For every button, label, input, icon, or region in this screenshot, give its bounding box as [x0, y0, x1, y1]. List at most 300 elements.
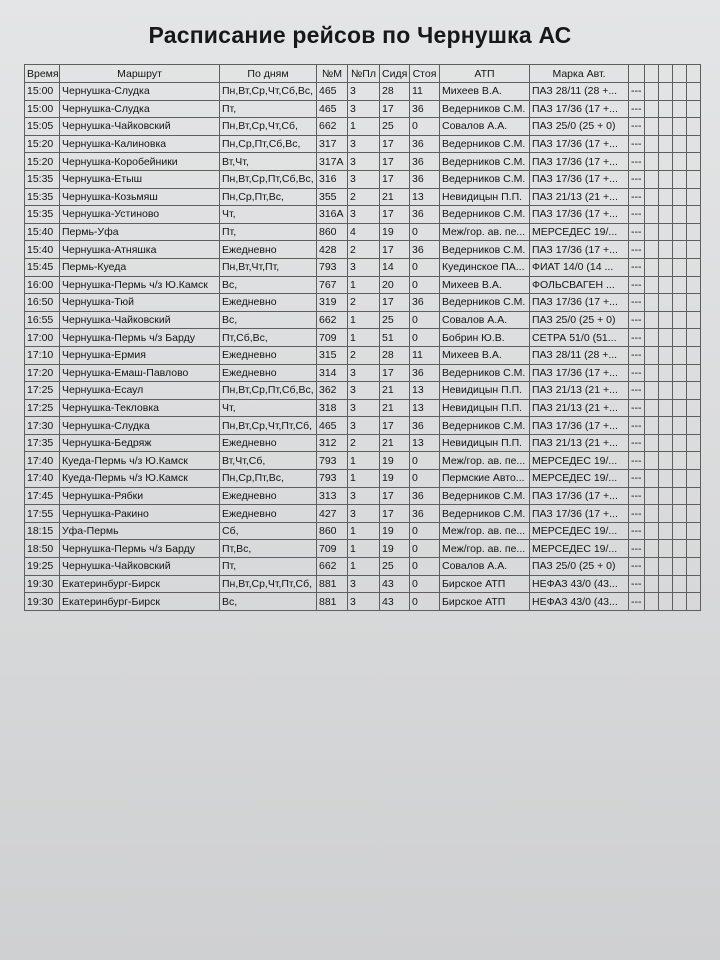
cell-carrier: Невидицын П.П. [440, 382, 530, 400]
cell-empty [645, 258, 659, 276]
cell-empty [645, 593, 659, 611]
cell-time: 15:35 [25, 206, 60, 224]
cell-carrier: Совалов А.А. [440, 558, 530, 576]
cell-carrier: Михеев В.А. [440, 83, 530, 101]
cell-carrier: Михеев В.А. [440, 276, 530, 294]
cell-time: 15:00 [25, 100, 60, 118]
cell-bus-model: ПАЗ 21/13 (21 +... [530, 382, 629, 400]
cell-mark: --- [629, 522, 645, 540]
cell-route: Чернушка-Етыш [60, 170, 220, 188]
cell-standing: 36 [410, 487, 440, 505]
cell-mark: --- [629, 135, 645, 153]
cell-mark: --- [629, 276, 645, 294]
cell-time: 17:25 [25, 382, 60, 400]
cell-standing: 11 [410, 83, 440, 101]
cell-route-number: 317А [317, 153, 348, 171]
cell-time: 15:40 [25, 223, 60, 241]
cell-days: Пт,Сб,Вс, [220, 329, 317, 347]
cell-days: Ежедневно [220, 505, 317, 523]
cell-bus-model: ПАЗ 21/13 (21 +... [530, 434, 629, 452]
cell-carrier: Меж/гор. ав. пе... [440, 540, 530, 558]
cell-standing: 0 [410, 575, 440, 593]
cell-platform: 2 [348, 294, 380, 312]
cell-empty [659, 417, 673, 435]
cell-empty [659, 100, 673, 118]
cell-empty [659, 258, 673, 276]
cell-standing: 36 [410, 364, 440, 382]
cell-seated: 21 [380, 434, 410, 452]
cell-bus-model: МЕРСЕДЕС 19/... [530, 470, 629, 488]
table-header [25, 65, 701, 83]
cell-mark: --- [629, 206, 645, 224]
cell-time: 16:55 [25, 311, 60, 329]
cell-bus-model: МЕРСЕДЕС 19/... [530, 540, 629, 558]
cell-empty [687, 575, 701, 593]
cell-empty [659, 364, 673, 382]
cell-seated: 21 [380, 399, 410, 417]
cell-empty [645, 118, 659, 136]
cell-route: Чернушка-Атняшка [60, 241, 220, 259]
cell-empty [687, 135, 701, 153]
cell-carrier: Ведерников С.М. [440, 241, 530, 259]
cell-mark: --- [629, 540, 645, 558]
table-row [25, 276, 701, 294]
cell-mark: --- [629, 311, 645, 329]
cell-empty [673, 118, 687, 136]
table-row [25, 329, 701, 347]
table-row [25, 575, 701, 593]
cell-empty [673, 135, 687, 153]
cell-days: Пн,Вт,Ср,Чт,Сб, [220, 118, 317, 136]
cell-bus-model: ПАЗ 17/36 (17 +... [530, 417, 629, 435]
table-row [25, 153, 701, 171]
cell-empty [645, 487, 659, 505]
cell-standing: 36 [410, 100, 440, 118]
cell-route-number: 881 [317, 593, 348, 611]
cell-empty [687, 294, 701, 312]
cell-empty [645, 540, 659, 558]
cell-seated: 17 [380, 417, 410, 435]
cell-route-number: 709 [317, 329, 348, 347]
header-seated: Сидя [380, 65, 410, 83]
cell-time: 17:10 [25, 346, 60, 364]
cell-days: Пн,Вт,Ср,Чт,Сб,Вс, [220, 83, 317, 101]
header-empty [629, 65, 645, 83]
cell-standing: 0 [410, 311, 440, 329]
cell-empty [687, 241, 701, 259]
cell-standing: 13 [410, 382, 440, 400]
header-empty [673, 65, 687, 83]
cell-bus-model: ПАЗ 25/0 (25 + 0) [530, 558, 629, 576]
table-row [25, 470, 701, 488]
cell-platform: 4 [348, 223, 380, 241]
cell-days: Ежедневно [220, 294, 317, 312]
cell-days: Вт,Чт,Сб, [220, 452, 317, 470]
cell-mark: --- [629, 223, 645, 241]
cell-empty [687, 153, 701, 171]
cell-bus-model: ФОЛЬСВАГЕН ... [530, 276, 629, 294]
cell-seated: 28 [380, 346, 410, 364]
cell-empty [659, 487, 673, 505]
cell-bus-model: НЕФАЗ 43/0 (43... [530, 575, 629, 593]
cell-empty [673, 558, 687, 576]
cell-empty [645, 575, 659, 593]
cell-empty [673, 329, 687, 347]
cell-platform: 3 [348, 593, 380, 611]
cell-platform: 1 [348, 311, 380, 329]
cell-route: Уфа-Пермь [60, 522, 220, 540]
cell-empty [659, 83, 673, 101]
cell-route-number: 316 [317, 170, 348, 188]
table-row [25, 399, 701, 417]
cell-empty [645, 223, 659, 241]
cell-carrier: Бирское АТП [440, 575, 530, 593]
cell-carrier: Ведерников С.М. [440, 294, 530, 312]
cell-empty [687, 452, 701, 470]
cell-empty [673, 575, 687, 593]
cell-empty [645, 417, 659, 435]
cell-time: 19:30 [25, 575, 60, 593]
cell-seated: 17 [380, 241, 410, 259]
cell-seated: 43 [380, 575, 410, 593]
cell-days: Чт, [220, 399, 317, 417]
cell-platform: 2 [348, 241, 380, 259]
cell-empty [645, 188, 659, 206]
cell-route: Чернушка-Пермь ч/з Барду [60, 329, 220, 347]
cell-time: 15:05 [25, 118, 60, 136]
cell-empty [645, 558, 659, 576]
cell-days: Пн,Вт,Ср,Чт,Пт,Сб, [220, 575, 317, 593]
cell-route: Чернушка-Слудка [60, 100, 220, 118]
cell-seated: 17 [380, 505, 410, 523]
cell-empty [673, 487, 687, 505]
cell-empty [687, 382, 701, 400]
cell-empty [673, 399, 687, 417]
cell-route-number: 317 [317, 135, 348, 153]
cell-empty [687, 434, 701, 452]
cell-route: Куеда-Пермь ч/з Ю.Камск [60, 470, 220, 488]
cell-empty [645, 135, 659, 153]
cell-time: 18:50 [25, 540, 60, 558]
cell-route: Пермь-Куеда [60, 258, 220, 276]
cell-empty [687, 417, 701, 435]
cell-empty [645, 170, 659, 188]
cell-platform: 2 [348, 434, 380, 452]
cell-route-number: 428 [317, 241, 348, 259]
cell-empty [659, 399, 673, 417]
cell-time: 16:50 [25, 294, 60, 312]
cell-route-number: 793 [317, 470, 348, 488]
cell-route: Чернушка-Ракино [60, 505, 220, 523]
cell-empty [645, 329, 659, 347]
cell-seated: 14 [380, 258, 410, 276]
cell-time: 16:00 [25, 276, 60, 294]
cell-bus-model: ПАЗ 17/36 (17 +... [530, 487, 629, 505]
cell-empty [645, 153, 659, 171]
cell-empty [687, 329, 701, 347]
cell-empty [673, 223, 687, 241]
cell-empty [687, 206, 701, 224]
cell-standing: 13 [410, 399, 440, 417]
cell-bus-model: ПАЗ 21/13 (21 +... [530, 399, 629, 417]
cell-seated: 25 [380, 118, 410, 136]
cell-bus-model: ПАЗ 25/0 (25 + 0) [530, 311, 629, 329]
cell-standing: 36 [410, 170, 440, 188]
cell-empty [687, 487, 701, 505]
cell-bus-model: ПАЗ 28/11 (28 +... [530, 346, 629, 364]
cell-mark: --- [629, 487, 645, 505]
table-row [25, 522, 701, 540]
cell-mark: --- [629, 346, 645, 364]
cell-days: Вс, [220, 276, 317, 294]
cell-time: 17:00 [25, 329, 60, 347]
cell-route-number: 662 [317, 558, 348, 576]
cell-empty [673, 188, 687, 206]
cell-empty [659, 470, 673, 488]
cell-carrier: Ведерников С.М. [440, 364, 530, 382]
cell-days: Ежедневно [220, 364, 317, 382]
cell-platform: 1 [348, 470, 380, 488]
cell-bus-model: СЕТРА 51/0 (51... [530, 329, 629, 347]
cell-empty [659, 153, 673, 171]
cell-route-number: 427 [317, 505, 348, 523]
cell-carrier: Ведерников С.М. [440, 135, 530, 153]
cell-route: Чернушка-Есаул [60, 382, 220, 400]
table-row [25, 540, 701, 558]
cell-days: Пт,Вс, [220, 540, 317, 558]
cell-carrier: Ведерников С.М. [440, 170, 530, 188]
cell-empty [687, 540, 701, 558]
cell-empty [673, 311, 687, 329]
cell-time: 17:55 [25, 505, 60, 523]
cell-bus-model: ПАЗ 17/36 (17 +... [530, 364, 629, 382]
cell-days: Ежедневно [220, 487, 317, 505]
cell-empty [659, 593, 673, 611]
cell-carrier: Михеев В.А. [440, 346, 530, 364]
cell-standing: 36 [410, 135, 440, 153]
cell-standing: 0 [410, 593, 440, 611]
header-time: Время [25, 65, 60, 83]
table-body [25, 83, 701, 611]
cell-platform: 3 [348, 364, 380, 382]
cell-route: Чернушка-Чайковский [60, 118, 220, 136]
cell-empty [659, 311, 673, 329]
cell-days: Пт, [220, 100, 317, 118]
cell-time: 15:40 [25, 241, 60, 259]
cell-empty [673, 294, 687, 312]
table-row [25, 593, 701, 611]
cell-route-number: 362 [317, 382, 348, 400]
cell-route: Чернушка-Слудка [60, 83, 220, 101]
cell-mark: --- [629, 558, 645, 576]
cell-empty [673, 100, 687, 118]
cell-standing: 0 [410, 118, 440, 136]
cell-empty [659, 382, 673, 400]
cell-empty [645, 434, 659, 452]
cell-time: 15:20 [25, 153, 60, 171]
cell-empty [673, 470, 687, 488]
cell-standing: 0 [410, 452, 440, 470]
cell-platform: 2 [348, 188, 380, 206]
cell-platform: 3 [348, 206, 380, 224]
cell-time: 17:30 [25, 417, 60, 435]
cell-empty [659, 558, 673, 576]
cell-route: Чернушка-Устиново [60, 206, 220, 224]
cell-empty [645, 346, 659, 364]
cell-platform: 3 [348, 575, 380, 593]
cell-empty [659, 452, 673, 470]
table-row [25, 434, 701, 452]
cell-platform: 3 [348, 382, 380, 400]
cell-platform: 3 [348, 258, 380, 276]
cell-standing: 0 [410, 558, 440, 576]
cell-seated: 17 [380, 487, 410, 505]
header-bus-model: Марка Авт. [530, 65, 629, 83]
cell-seated: 17 [380, 206, 410, 224]
cell-carrier: Пермские Авто... [440, 470, 530, 488]
table-row [25, 417, 701, 435]
cell-platform: 1 [348, 452, 380, 470]
cell-carrier: Ведерников С.М. [440, 505, 530, 523]
cell-empty [687, 470, 701, 488]
cell-empty [659, 540, 673, 558]
cell-route: Чернушка-Коробейники [60, 153, 220, 171]
table-row [25, 487, 701, 505]
cell-empty [673, 452, 687, 470]
cell-carrier: Невидицын П.П. [440, 399, 530, 417]
cell-days: Пт, [220, 558, 317, 576]
cell-bus-model: ПАЗ 17/36 (17 +... [530, 505, 629, 523]
cell-route-number: 315 [317, 346, 348, 364]
cell-standing: 36 [410, 417, 440, 435]
cell-time: 17:20 [25, 364, 60, 382]
cell-platform: 3 [348, 505, 380, 523]
cell-empty [645, 241, 659, 259]
header-route-number: №М [317, 65, 348, 83]
cell-route-number: 312 [317, 434, 348, 452]
cell-mark: --- [629, 188, 645, 206]
cell-route: Чернушка-Тюй [60, 294, 220, 312]
page-title: Расписание рейсов по Чернушка АС [148, 22, 572, 48]
cell-route: Куеда-Пермь ч/з Ю.Камск [60, 452, 220, 470]
cell-empty [659, 434, 673, 452]
cell-platform: 2 [348, 346, 380, 364]
cell-mark: --- [629, 83, 645, 101]
cell-platform: 1 [348, 276, 380, 294]
cell-empty [659, 241, 673, 259]
cell-empty [687, 522, 701, 540]
cell-empty [645, 364, 659, 382]
cell-empty [645, 399, 659, 417]
cell-standing: 13 [410, 188, 440, 206]
cell-route: Чернушка-Текловка [60, 399, 220, 417]
cell-route-number: 793 [317, 258, 348, 276]
table-row [25, 83, 701, 101]
cell-empty [673, 83, 687, 101]
cell-empty [645, 522, 659, 540]
header-platform: №Пл [348, 65, 380, 83]
cell-time: 17:45 [25, 487, 60, 505]
cell-seated: 19 [380, 223, 410, 241]
header-row [25, 65, 701, 83]
cell-days: Пн,Вт,Ср,Пт,Сб,Вс, [220, 382, 317, 400]
header-empty [645, 65, 659, 83]
cell-seated: 17 [380, 364, 410, 382]
cell-empty [645, 206, 659, 224]
cell-standing: 0 [410, 540, 440, 558]
table-row [25, 382, 701, 400]
cell-platform: 1 [348, 558, 380, 576]
cell-route: Чернушка-Рябки [60, 487, 220, 505]
cell-platform: 3 [348, 170, 380, 188]
cell-carrier: Ведерников С.М. [440, 206, 530, 224]
cell-seated: 19 [380, 470, 410, 488]
cell-standing: 0 [410, 329, 440, 347]
cell-mark: --- [629, 100, 645, 118]
cell-route-number: 355 [317, 188, 348, 206]
cell-empty [687, 364, 701, 382]
cell-standing: 36 [410, 505, 440, 523]
cell-route-number: 709 [317, 540, 348, 558]
cell-route-number: 465 [317, 100, 348, 118]
cell-carrier: Меж/гор. ав. пе... [440, 452, 530, 470]
cell-mark: --- [629, 258, 645, 276]
cell-empty [673, 258, 687, 276]
cell-bus-model: ПАЗ 17/36 (17 +... [530, 241, 629, 259]
cell-carrier: Невидицын П.П. [440, 188, 530, 206]
cell-empty [673, 522, 687, 540]
cell-empty [687, 346, 701, 364]
cell-route: Чернушка-Слудка [60, 417, 220, 435]
cell-empty [659, 505, 673, 523]
cell-bus-model: ПАЗ 17/36 (17 +... [530, 294, 629, 312]
cell-mark: --- [629, 505, 645, 523]
cell-bus-model: ПАЗ 17/36 (17 +... [530, 170, 629, 188]
table-row [25, 241, 701, 259]
cell-carrier: Бирское АТП [440, 593, 530, 611]
cell-carrier: Меж/гор. ав. пе... [440, 223, 530, 241]
cell-standing: 0 [410, 470, 440, 488]
cell-seated: 21 [380, 188, 410, 206]
cell-days: Ежедневно [220, 346, 317, 364]
cell-bus-model: ПАЗ 17/36 (17 +... [530, 206, 629, 224]
cell-time: 19:25 [25, 558, 60, 576]
cell-empty [673, 276, 687, 294]
cell-route-number: 793 [317, 452, 348, 470]
cell-empty [687, 100, 701, 118]
table-row [25, 100, 701, 118]
cell-time: 15:35 [25, 188, 60, 206]
table-row [25, 188, 701, 206]
cell-bus-model: НЕФАЗ 43/0 (43... [530, 593, 629, 611]
table-row [25, 505, 701, 523]
cell-route-number: 881 [317, 575, 348, 593]
cell-days: Вт,Чт, [220, 153, 317, 171]
cell-mark: --- [629, 118, 645, 136]
cell-time: 15:45 [25, 258, 60, 276]
cell-carrier: Ведерников С.М. [440, 417, 530, 435]
cell-standing: 0 [410, 223, 440, 241]
table-row [25, 258, 701, 276]
table-row [25, 452, 701, 470]
table-row [25, 364, 701, 382]
cell-empty [687, 593, 701, 611]
cell-standing: 13 [410, 434, 440, 452]
cell-empty [645, 276, 659, 294]
cell-empty [659, 188, 673, 206]
cell-mark: --- [629, 434, 645, 452]
cell-days: Пн,Ср,Пт,Сб,Вс, [220, 135, 317, 153]
